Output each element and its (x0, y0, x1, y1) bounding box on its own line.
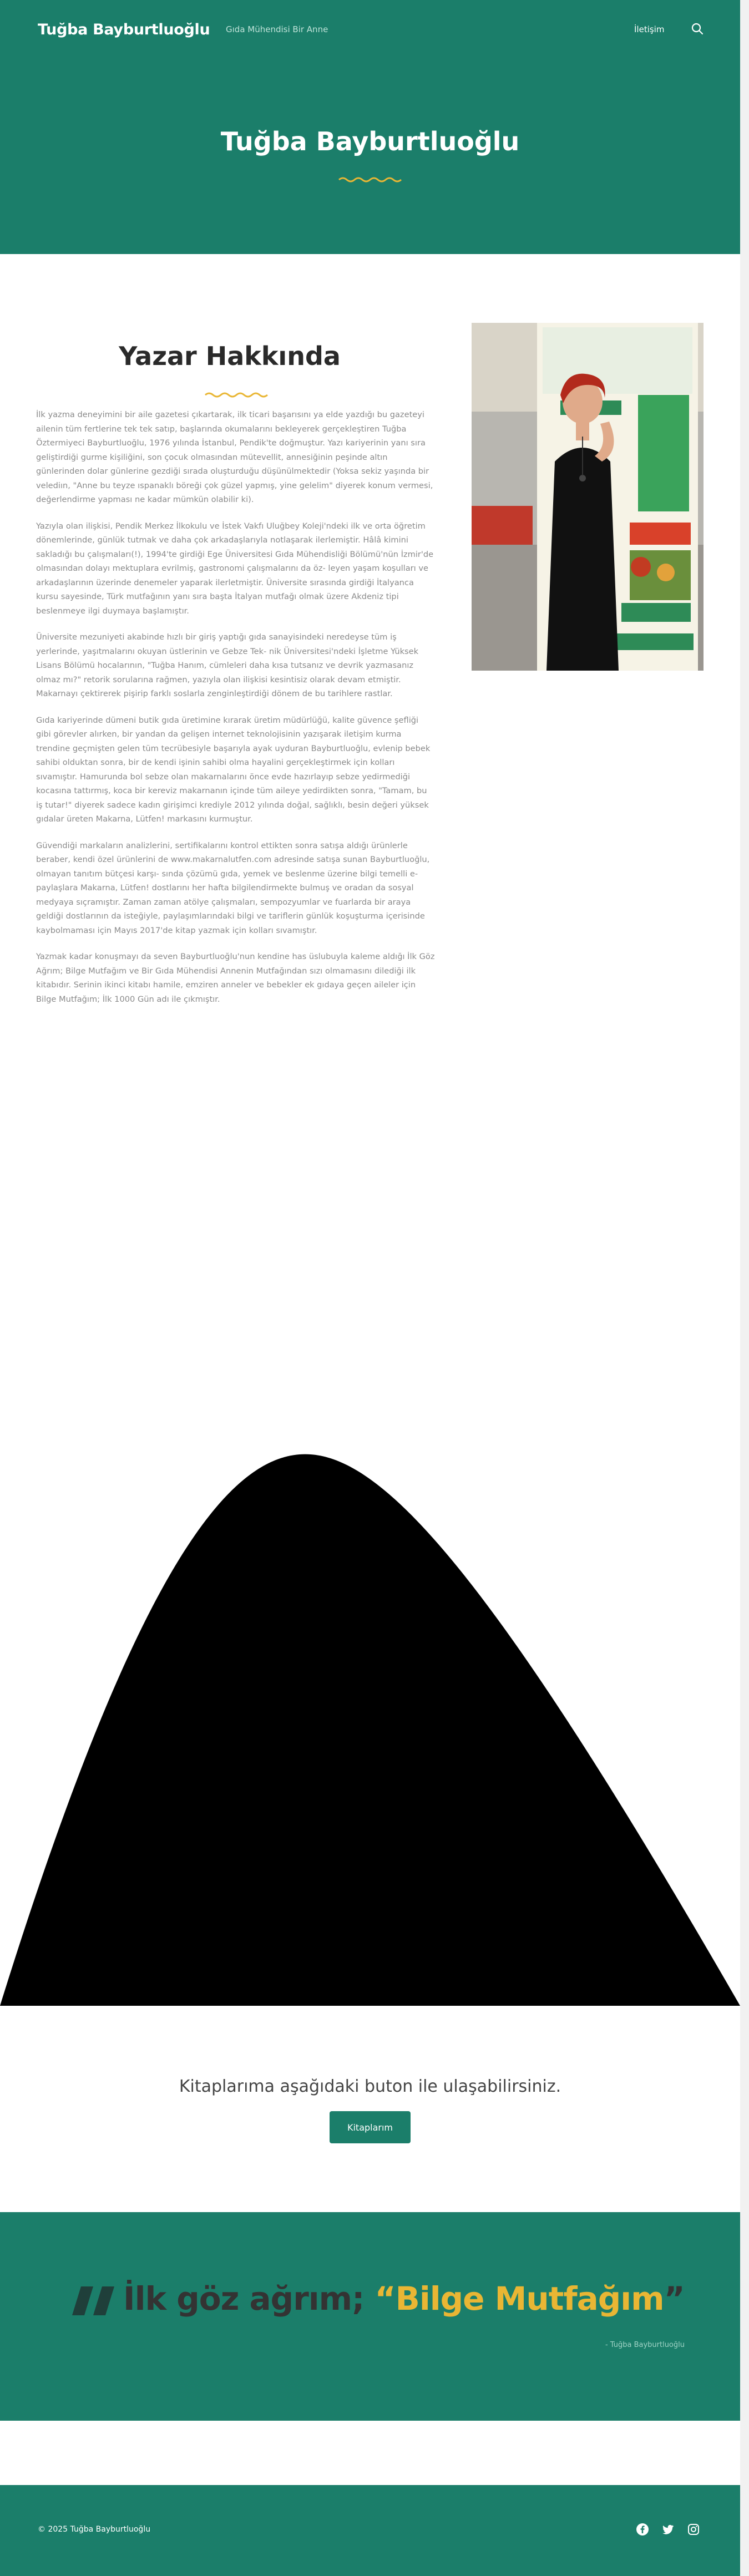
quote-author: - Tuğba Bayburtluoğlu (605, 2341, 685, 2349)
site-tagline: Gıda Mühendisi Bir Anne (226, 24, 328, 34)
search-icon[interactable] (691, 22, 704, 36)
page-scrollbar[interactable] (740, 0, 749, 2576)
bio-paragraph: Yazmak kadar konuşmayı da seven Bayburtluoğlu'nun kendine has üslubuyla kaleme aldığı İlk Göz Ağrım; Bilge Mutfağım ve Bir Gıda Mühendisi Annenin Mutfağından sızı olmamasını dilediği ilk kitabıdır. Serinin ikinci kitabı hamile, emziren anneler ve bebekler ek gıdaya geçen aileler için Bilge Mutfağım; İlk 1000 Gün adı ile çıkmıştır. (36, 952, 435, 1004)
wave-divider-icon (204, 392, 269, 398)
author-photo-illustration (472, 323, 704, 671)
twitter-icon[interactable] (661, 2523, 675, 2536)
site-footer (0, 2485, 740, 2576)
copyright-text: © 2025 Tuğba Bayburtluoğlu (38, 2525, 151, 2534)
hero-header (0, 0, 740, 254)
quote-text (123, 2280, 685, 2318)
bio-paragraph: İlk yazma deneyimini bir aile gazetesi çıkartarak, ilk ticari başarısını ya elde yazdığı bu gazeteyi ailenin tüm fertlerine tek tek satıp, başlarında okumalarını bekleyerek gerçekleştiren Tuğba Öztermiyeci Bayburtluoğlu, 1976 yılında İstanbul, Pendik'te doğmuştur. Yazı kariyerinin yanı sıra geliştirdiği gurme kişiliğini, son çocuk olmasından mütevellit, annesiğinin peşinde altın günlerinden dolar günlerine gezdiği sırada oluşturduğu düşünülmektedir (Yoksa sekiz yaşında bir velediın, "Anne bu teyze ıspanaklı böreği çok güzel yapmış, yine gelelim" diyerek konum vermesi, değerlendirme yapması ne kadar mümkün olabilir ki). (36, 410, 433, 504)
hero-title: Tuğba Bayburtluoğlu (220, 126, 520, 156)
bio-paragraph: Güvendiği markaların analizlerini, sertifikalarını kontrol ettikten sonra satışa aldığı ürünlerle beraber, kendi özel ürünlerini de www.makarnalutfen.com adresinde satışa sunan Bayburtluoğlu, olmayan tanıtım bütçesi karşı- sında çözümü gıda, yemek ve beslenme üzerine bilgi temelli e-paylaşlara Makarna, Lütfen! dostlarını her hafta bilgilendirmekte bulmuş ve oradan da sosyal medyaya sıçramıştır. Zaman zaman atölye çalışmaları, sempozyumlar ve fuarlarda bir araya geldiği dostlarının da isteğiyle, paylaşımlarındaki bilgi ve tariflerin günlük koşuşturma içerisinde kaybolmaması için Mayıs 2017'de kitap yazmak için kolları sıvamıştır. (36, 840, 430, 935)
bio-paragraph: Gıda kariyerinde dümeni butik gıda üretimine kırarak üretim müdürlüğü, kalite güvence şefliği gibi görevler alırken, bir yandan da gelişen internet teknolojisinin yazışarak iletişim kurma trendine geçmişten gelen tüm tecrübesiyle başarıyla ayak uyduran Bayburtluoğlu, evlenip bebek sahibi olduktan sonra, bir de kendi işinin sahibi olma hayalini gerçekleştirmek için kolları sıvamıştır. Hamurunda bol sebze olan makarnalarını önce evde hazırlayıp sebze yedirmediği kocasına tattırmış, koca bir kereviz makarnanın içinde tüm aileye yedirdikten sonra, "Tamam, bu iş tutar!" diyerek sadece kadın girişimci krediyle 2012 yılında doğal, sağlıklı, besin değeri yüksek gıdalar üreten Makarna, Lütfen! markasını kurmuştur. (36, 715, 431, 824)
decorative-curve-shape (0, 1449, 740, 2006)
quote-text-part: İlk göz ağrım; (123, 2280, 375, 2318)
instagram-icon[interactable] (687, 2523, 700, 2536)
quote-icon (72, 2286, 115, 2315)
about-title: Yazar Hakkında (119, 341, 341, 371)
books-cta-text: Kitaplarıma aşağıdaki buton ile ulaşabilirsiniz. (179, 2077, 561, 2096)
quote-text-closing: ” (664, 2280, 685, 2318)
author-photo (472, 323, 704, 671)
books-button[interactable]: Kitaplarım (330, 2111, 411, 2143)
bio-paragraph: Üniversite mezuniyeti akabinde hızlı bir giriş yaptığı gıda sanayisindeki neredeyse tüm iş yerlerinde, yaşıtmalarını okuyan üstlerinin ve Gebze Tek- nik Üniversitesi'ndeki İşletme Yüksek Lisans Bölümü hocalarının, "Tuğba Hanım, cümleleri daha kısa tutsanız ve devrik yazmasanız olmaz mı?" retorik sorularına rağmen, yazıyla olan ilişkisi kesintisiz olarak devam etmiştir. Makarnayı çektirerek pişirip farklı soslarla zenginleştirdiği dönem de bu tarihlere rastlar. (36, 632, 419, 698)
author-bio (36, 408, 436, 1018)
wave-divider-icon (338, 176, 402, 183)
bio-paragraph: Yazıyla olan ilişkisi, Pendik Merkez İlkokulu ve İstek Vakfı Uluğbey Koleji'ndeki ilk ve orta öğretim dönemlerinde, günlük tutmak ve daha çok arkadaşlarıyla notlaşarak ilerlemiştir. Hâlâ kimini sakladığı bu çalışmaları(!), 1994'te girdiği Ege Üniversitesi Gıda Mühendisliği Bölümü'nün İzmir'de olmasından dolayı mektuplara evrilmiş, gastronomi çalışmalarını da öz- leyen yaşam koşulları ve arkadaşlarının üzerinde denemeler yaparak ilerletmiştir. Üniversite sırasında girdiği İtalyanca kursu sayesinde, Türk mutfağının yanı sıra başta İtalyan mutfağı olmak üzere Akdeniz tipi beslenmeye ilgi duymaya başlamıştır. (36, 521, 434, 616)
site-title[interactable]: Tuğba Bayburtluoğlu (38, 21, 210, 38)
facebook-icon[interactable] (636, 2523, 649, 2536)
quote-highlight: “Bilge Mutfağım (374, 2280, 664, 2318)
nav-contact-link[interactable]: İletişim (634, 24, 665, 34)
